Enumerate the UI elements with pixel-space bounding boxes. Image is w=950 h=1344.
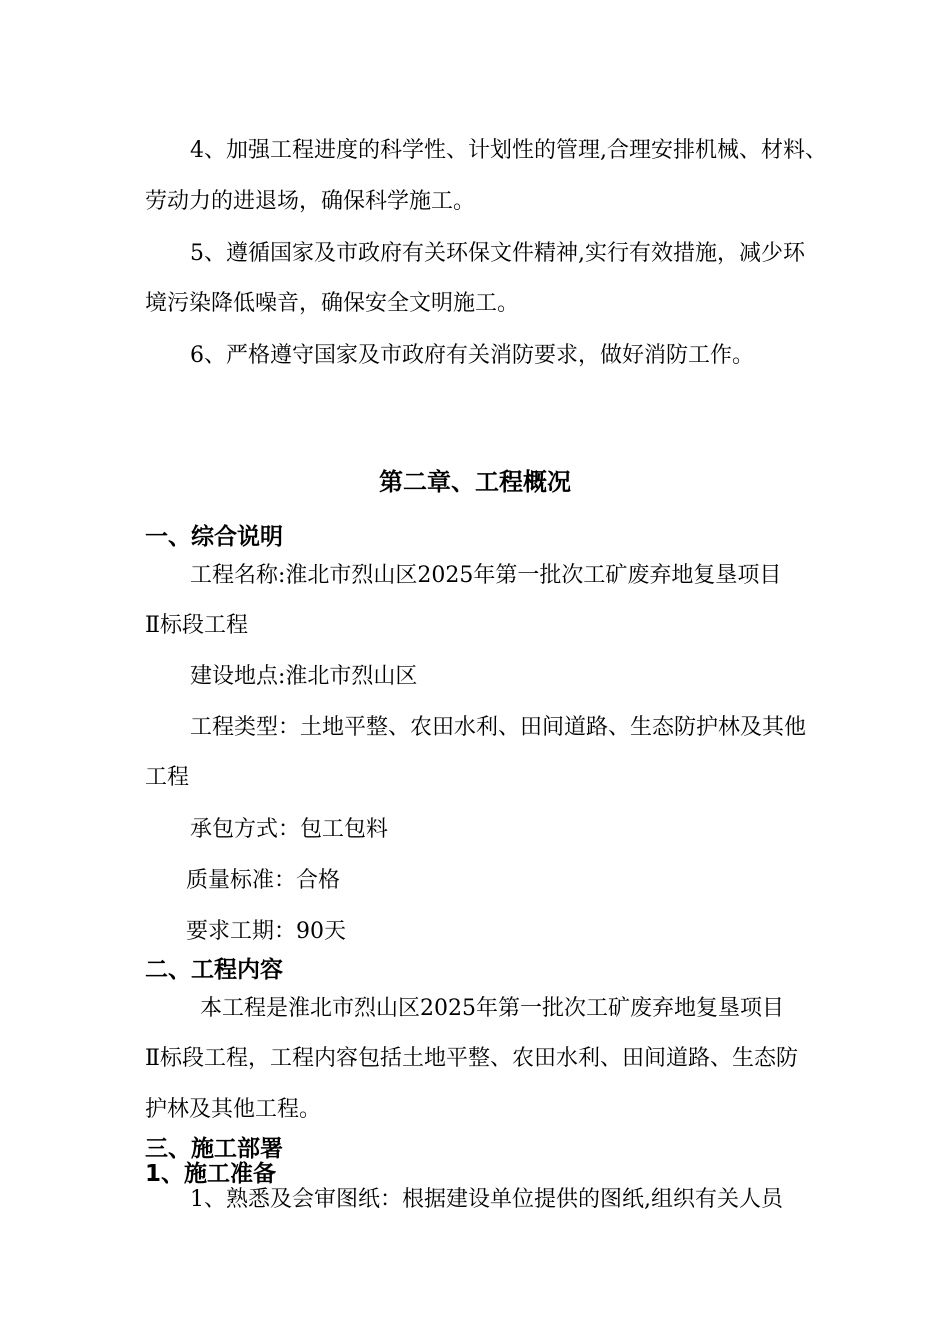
chapter-title: 第二章、工程概况 (379, 468, 571, 496)
paragraph-4-line-1: 4、加强工程进度的科学性、计划性的管理,合理安排机械、材料、 (190, 138, 827, 163)
paragraph-5-line-2: 境污染降低噪音，确保安全文明施工。 (145, 291, 520, 316)
section-heading-deployment: 三、施工部署 (145, 1136, 283, 1162)
section-heading-overview: 一、综合说明 (145, 524, 283, 550)
project-name-line-1: 工程名称:淮北市烈山区2025年第一批次工矿废弃地复垦项目 (190, 563, 782, 588)
preparation-item-1: 1、熟悉及会审图纸：根据建设单位提供的图纸,组织有关人员 (190, 1187, 783, 1212)
project-location: 建设地点:淮北市烈山区 (190, 664, 418, 689)
paragraph-6: 6、严格遵守国家及市政府有关消防要求，做好消防工作。 (190, 343, 754, 368)
paragraph-4-line-2: 劳动力的进退场，确保科学施工。 (145, 189, 476, 214)
content-line-1: 本工程是淮北市烈山区2025年第一批次工矿废弃地复垦项目 (200, 996, 784, 1021)
required-period: 要求工期：90天 (186, 919, 346, 944)
project-name-line-2: Ⅱ标段工程 (145, 613, 248, 638)
project-type-line-2: 工程 (145, 765, 190, 790)
subsection-heading-preparation: 1、施工准备 (145, 1161, 277, 1187)
project-type-line-1: 工程类型：土地平整、农田水利、田间道路、生态防护林及其他 (190, 715, 807, 740)
contract-method: 承包方式：包工包料 (190, 817, 389, 842)
content-line-3: 护林及其他工程。 (145, 1097, 322, 1122)
section-heading-content: 二、工程内容 (145, 957, 283, 983)
quality-standard: 质量标准：合格 (186, 868, 341, 893)
content-line-2: Ⅱ标段工程，工程内容包括土地平整、农田水利、田间道路、生态防 (145, 1046, 798, 1071)
paragraph-5-line-1: 5、遵循国家及市政府有关环保文件精神,实行有效措施，减少环 (190, 241, 805, 266)
